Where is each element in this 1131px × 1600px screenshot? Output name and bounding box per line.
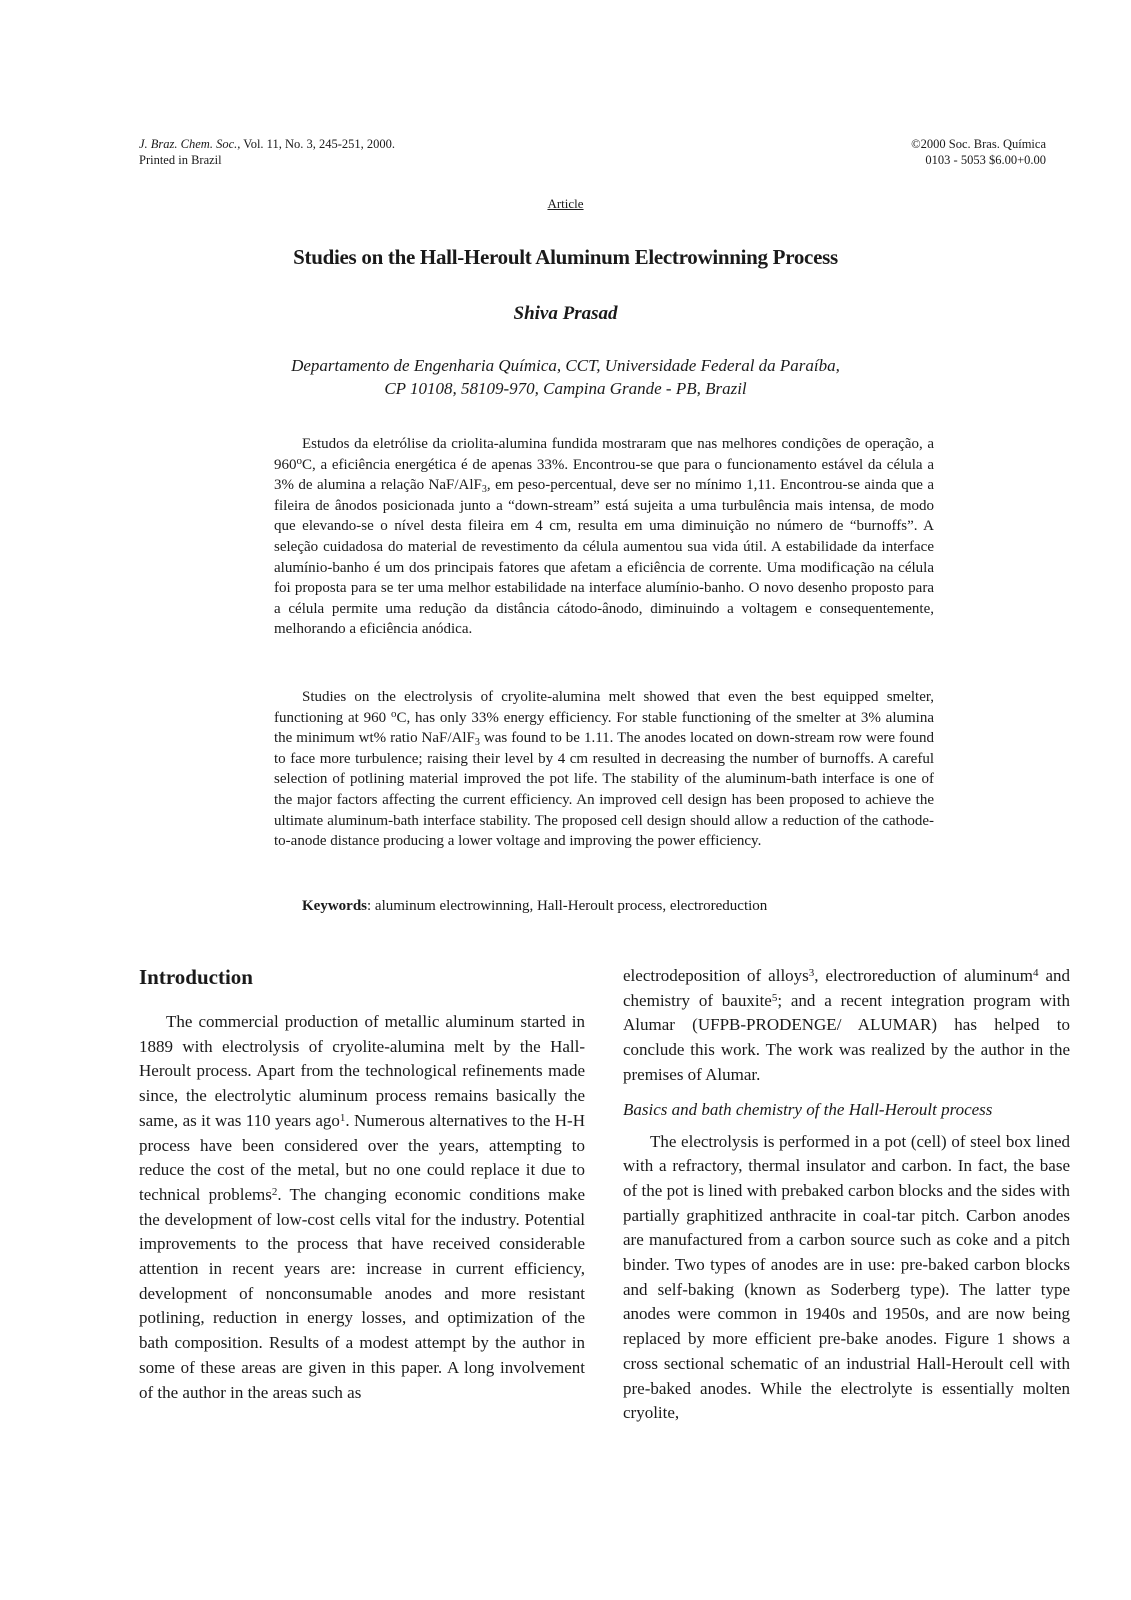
intro-text-2: . Numerous alternatives to the H-H process have been considered over the years, attempting to reduce the cost of the metal, but no one could replace it due to technical problems <box>139 1110 585 1204</box>
abstract-en-text-3: was found to be 1.11. The anodes located on down-stream row were found to face more turbulence; raising their level by 4 cm resulted in decreasing the number of burnoffs. A careful selection of potlining material improved the pot life. The stability of the aluminum-bath interface is one of the major factors affecting the current efficiency. An improved cell design has been proposed to achieve the ultimate aluminum-bath interface stability. The proposed cell design should allow a reduction of the cathode-to-anode distance producing a lower voltage and improving the power efficiency. <box>274 730 934 850</box>
cont-text-3: and chemistry of bauxite <box>623 966 1070 1010</box>
keywords-label: Keywords <box>302 898 367 914</box>
volume-info: Vol. 11, No. 3, 245-251, 2000. <box>240 137 396 151</box>
printed-in: Printed in Brazil <box>139 153 222 167</box>
journal-name: J. Braz. Chem. Soc., <box>139 137 241 151</box>
journal-citation <box>139 136 395 168</box>
basics-paragraph: The electrolysis is performed in a pot (cell) of steel box lined with a refractory, thermal insulator and carbon. In fact, the base of the pot is lined with prebaked carbon blocks and the sides with partially graphitized anthracite in coal-tar pitch. Carbon anodes are manufactured from a carbon source such as coke and a pitch binder. Two types of anodes are in use: pre-baked carbon blocks and self-baking (known as Soderberg type). The latter type anodes were common in 1940s and 1950s, and are now being replaced by more efficient pre-bake anodes. Figure 1 shows a cross sectional schematic of an industrial Hall-Heroult cell with pre-baked anodes. While the electrolyte is essentially molten cryolite, <box>623 1131 1070 1423</box>
subscript: 3 <box>481 484 487 496</box>
left-column <box>139 964 585 1405</box>
section-heading-introduction: Introduction <box>139 965 253 989</box>
keywords <box>302 898 767 915</box>
abstract-pt-text-1: Estudos da eletrólise da criolita-alumina fundida mostraram que nas melhores condições de operação, a 960 <box>274 436 934 473</box>
subsection-heading-basics: Basics and bath chemistry of the Hall-Heroult process <box>623 1099 993 1119</box>
cont-text-4: ; and a recent integration program with Alumar (UFPB-PRODENGE/ ALUMAR) has helped to conclude this work. The work was realized by the author in the premises of Alumar. <box>623 990 1070 1084</box>
abstract-pt-text-2: C, a eficiência energética é de apenas 33%. Encontrou-se que para o funcionamento estável da célula a 3% de alumina a relação NaF/AlF <box>274 456 934 494</box>
abstract-portuguese <box>274 434 934 640</box>
abstract-en-text-2: C, has only 33% energy efficiency. For stable functioning of the smelter at 3% alumina the minimum wt% ratio NaF/AlF <box>274 709 934 747</box>
copyright-block <box>911 136 1046 168</box>
author-name: Shiva Prasad <box>513 303 618 324</box>
cont-text-1: electrodeposition of alloys <box>623 966 809 985</box>
reference-3: 3 <box>808 967 815 979</box>
reference-5: 5 <box>771 991 778 1004</box>
abstract-english <box>274 687 934 852</box>
affiliation-line-2: CP 10108, 58109-970, Campina Grande - PB, Brazil <box>384 379 747 398</box>
degree-mark: o <box>296 454 302 467</box>
cont-text-2: , electroreduction of aluminum <box>814 966 1033 985</box>
affiliation <box>0 354 1131 400</box>
intro-paragraph <box>139 1010 585 1405</box>
reference-2: 2 <box>271 1185 278 1198</box>
issn-price: 0103 - 5053 $6.00+0.00 <box>925 153 1046 167</box>
copyright: ©2000 Soc. Bras. Química <box>911 137 1046 151</box>
right-column <box>623 964 1070 1426</box>
keywords-list: : aluminum electrowinning, Hall-Heroult process, electroreduction <box>367 898 768 914</box>
intro-text-1: The commercial production of metallic aluminum started in 1889 with electrolysis of cryolite-alumina melt by the Hall-Heroult process. Apart from the technological refinements made since, the electrolytic aluminum process remains basically the same, as it was 110 years ago <box>139 1012 585 1130</box>
abstract-en-text-1: Studies on the electrolysis of cryolite-alumina melt showed that even the best equipped smelter, functioning at 960 <box>274 689 934 726</box>
abstract-pt-text-3: , em peso-percentual, deve ser no mínimo 1,11. Encontrou-se ainda que a fileira de ânodos posicionada junto a “down-stream” está sujeita a uma turbulência mais intensa, de modo que elevando-se o nível desta fileira em 4 cm, resulta em uma diminuição no número de “burnoffs”. A seleção cuidadosa do material de revestimento da célula aumentou sua vida útil. A estabilidade da interface alumínio-banho é um dos principais fatores que afetam a eficiência de corrente. Uma modificação na célula foi proposta para se ter uma melhor estabilidade na interface alumínio-banho. O novo desenho proposto para a célula permite uma redução da distância cátodo-ânodo, diminuindo a voltagem e consequentemente, melhorando a eficiência anódica. <box>274 477 935 638</box>
subscript: 3 <box>474 737 480 749</box>
reference-4: 4 <box>1032 967 1039 979</box>
intro-continuation <box>623 964 1070 1088</box>
degree-mark: o <box>390 707 397 720</box>
affiliation-line-1: Departamento de Engenharia Química, CCT, Universidade Federal da Paraíba, <box>291 356 840 375</box>
article-type: Article <box>547 196 584 211</box>
reference-1: 1 <box>339 1111 346 1124</box>
paper-title: Studies on the Hall-Heroult Aluminum Electrowinning Process <box>293 245 838 269</box>
intro-text-3: . The changing economic conditions make the development of low-cost cells vital for the industry. Potential improvements to the process that have received considerable attention in recent years are: increase in current efficiency, development of nonconsumable anodes and more resistant potlining, reduction in energy losses, and optimization of the bath composition. Results of a modest attempt by the author in some of these areas are given in this paper. A long involvement of the author in the areas such as <box>139 1184 585 1402</box>
